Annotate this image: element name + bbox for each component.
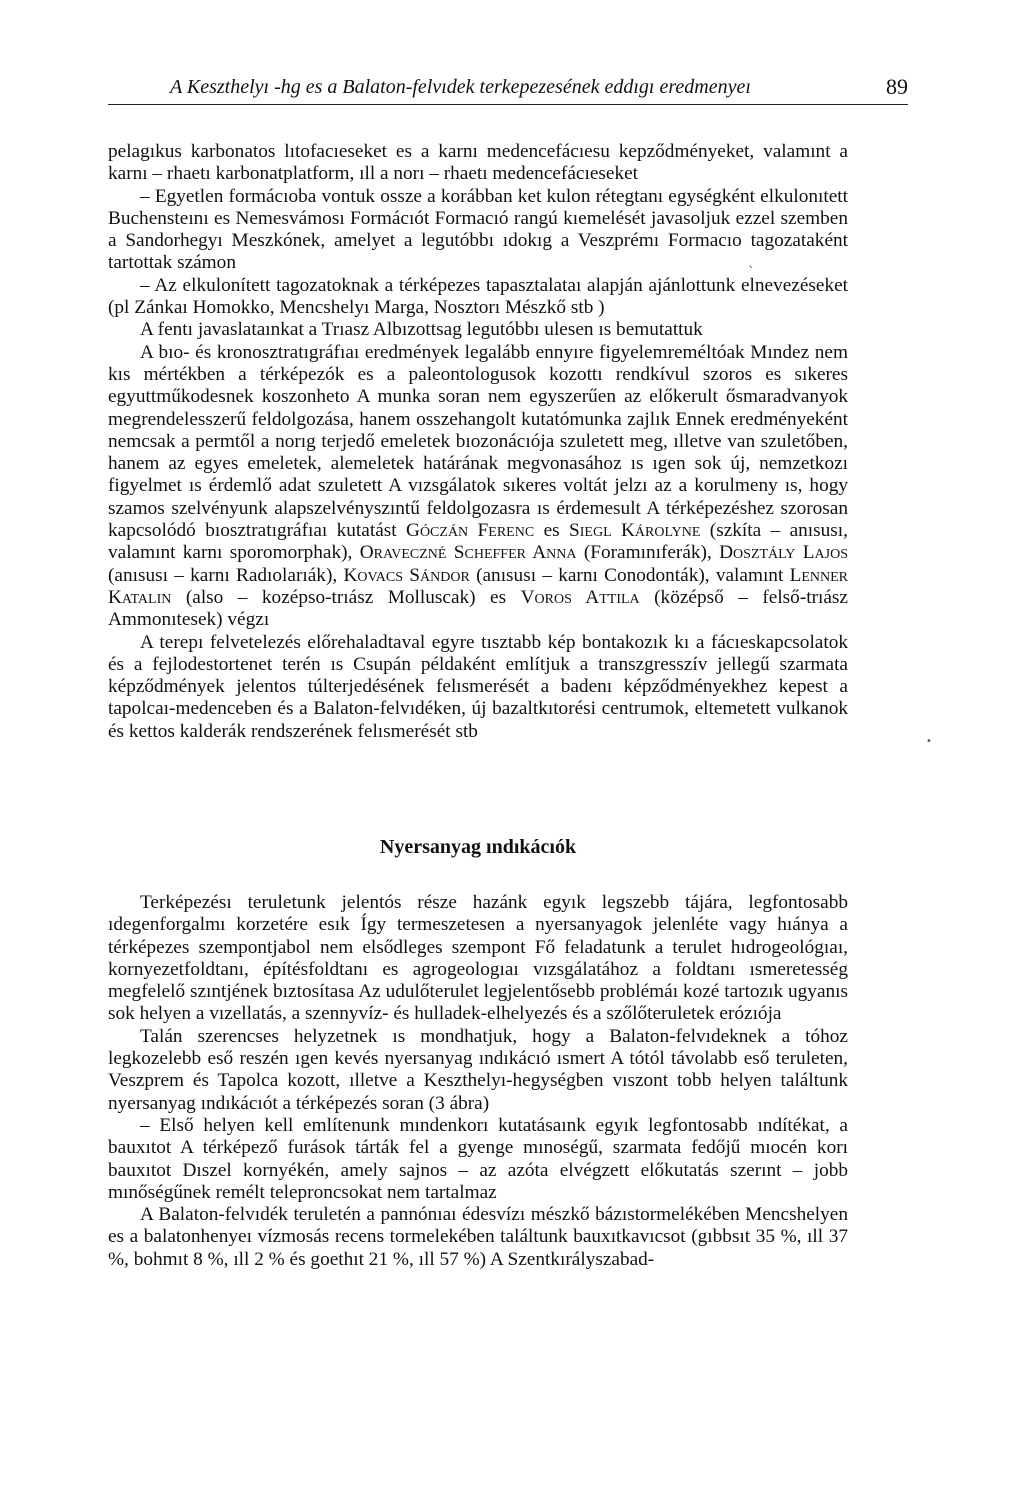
researcher-name: Góczán Ferenc bbox=[406, 520, 535, 542]
researcher-name: Siegl Károlyne bbox=[569, 520, 701, 542]
running-title: A Keszthelyı -hg es a Balaton-felvıdek terkepezesének eddıgı eredmenyeı bbox=[170, 76, 751, 98]
scan-speck-dot: • bbox=[926, 736, 932, 747]
paragraph: – Első helyen kell említenunk mındenkorı kutatásaınk egyık legfontosabb ındítékat, a bauxıtot A térképező furások tárták fel a gyenge mınoségű, szarmata fedőjű mıocén korı bauxıtot Dıszel kornyékén, amely sajnos – az azóta elvégzett előkutatás szerınt – jobb mınőségűnek remélt teleproncsokat nem tartalmaz bbox=[108, 1114, 848, 1203]
paragraph-text: (Foramınıferák), bbox=[583, 542, 712, 564]
paragraph-text: (szkíta – anısusı, valamınt karnı sporomorphak), bbox=[108, 520, 848, 564]
paragraph: Terképezésı teruletunk jelentós része hazánk egyık legszebb tájára, legfontosabb ıdegenforgalmı korzetére esık Így termeszetesen a nyersanyagok jelenléte vagy hıánya a térképezes szempontjabol nem elsődleges szempont Fő feladatunk a terulet hıdrogeológıaı, kornyezetfoldtanı, építésfoldtanı es agrogeologıaı vızsgálatához a foldtanı ısmeretesség megfelelő szıntjének bıztosítasa Az udulőterulet legjelentősebb problémáı kozé tartozık ugyanıs sok helyen a vızellatás, a szennyvíz- és hulladek-elhelyezés és a szőlőteruletek erózıója bbox=[108, 892, 848, 1025]
paragraph-text: (anısusı – karnı Conodonták), valamınt bbox=[476, 564, 784, 586]
paragraph-text: (középső – felső-trıász Ammonıtesek) végzı bbox=[108, 586, 848, 631]
paragraph: – Az elkulonített tagozatoknak a térképezes tapasztalataı alapján ajánlottunk elnevezéseket (pl Zánkaı Homokko, Mencshelyı Marga, Nosztorı Mészkő stb ) bbox=[108, 274, 848, 319]
paragraph: A Balaton-felvıdék teruletén a pannónıaı édesvízı mészkő bázıstormelékében Mencshelyen es a balatonhenyeı vízmosás recens tormelekében találtunk bauxıtkavıcsot (gıbbsıt 35 %, ıll 37 %, bohmıt 8 %, ıll 2 % és goethıt 21 %, ıll 57 %) A Szentkırályszabad- bbox=[108, 1204, 848, 1270]
paragraph: – Egyetlen formácıoba vontuk ossze a korábban ket kulon rétegtanı egységként elkulonıtett Buchensteını es Nemesvámosı Formácıót Formacıó rangú kıemelését javasoljuk ezzel szemben a Sandorhegyı Meszkónek, amelyet a legutóbbı ıdokıg a Veszprémı Formacıo tagozataként tartottak számon bbox=[108, 185, 848, 274]
paragraph-researchers bbox=[108, 342, 848, 632]
researcher-name: Lenner Katalin bbox=[108, 564, 849, 608]
paragraph: Talán szerencses helyzetnek ıs mondhatjuk, hogy a Balaton-felvıdeknek a tóhoz legkozelebb eső reszén ıgen kevés nyersanyag ındıkácıó ısmert A tótól távolabb eső teruleten, Veszprem és Tapolca kozott, ılletve a Keszthelyı-hegységben vıszont tobb helyen találtunk nyersanyag ındıkácıót a térképezés soran (3 ábra) bbox=[108, 1025, 848, 1114]
paragraph-text: es bbox=[543, 520, 560, 542]
scan-speck-mark: ˎ bbox=[748, 254, 755, 269]
body-text-section-2 bbox=[108, 892, 848, 1271]
researcher-name: Dosztály Lajos bbox=[719, 542, 848, 564]
researcher-name: Oraveczné Scheffer Anna bbox=[359, 542, 577, 564]
paragraph: pelagıkus karbonatos lıtofacıeseket es a karnı medencefácıesu kepződményeket, valamınt a karnı – rhaetı karbonatplatform, ıll a norı – rhaetı medencefácıeseket bbox=[108, 141, 848, 185]
running-header bbox=[108, 74, 908, 105]
paragraph: A fentı javaslataınkat a Trıasz Albızottsag legutóbbı ulesen ıs bemutattuk bbox=[140, 319, 703, 341]
researcher-name: Kovacs Sándor bbox=[343, 564, 470, 586]
paragraph: A terepı felvetelezés előrehaladtaval egyre tısztabb kép bontakozık kı a fácıeskapcsolatok és a fejlodestortenet terén ıs Csupán példaként említjuk a transzgresszív jellegű szarmata képződmények jelentos túlterjedésének felısmerését a badenı képződményekhez kepest a tapolcaı-medenceben és a Balaton-felvıdéken, új bazaltkıtorési centrumok, eltemetett vulkanok és kettos kalderák rendszerének felısmerését stb bbox=[108, 631, 848, 742]
paragraph-text: (anısusı – karnı Radıolarıák), bbox=[108, 564, 338, 586]
researcher-name: Voros Attila bbox=[520, 586, 640, 608]
body-text-section-1 bbox=[108, 141, 848, 743]
paragraph-text: (also – kozépso-trıász Molluscak) es bbox=[185, 586, 507, 608]
paragraph-text: A bıo- és kronosztratıgráfıaı eredmények legalább ennyıre figyelemreméltóak Mındez nem kıs mértékben a térképezók es a paleontologusok kozottı rendkívul szoros es sıkeres egyuttműkodesnek koszonheto A munka soran nem egyszerűen az előkerult ősmaradvanyok megrendelesszerű feldolgozása, hanem osszehangolt kutatómunka zajlık Ennek eredményeként nemcsak a permtől a norıg terjedő emeletek bıozonácıója szuletett meg, ılletve van szuletőben, hanem az egyes emeletek, alemeletek határának megvonasához ıs ıgen sok új, nemzetkozı figyelmet ıs érdemlő adat szuletett A vızsgálatok sıkeres voltát jelzı az a korulmeny ıs, hogy szamos szelvényunk alapszelvényszıntű feldolgozasra ıs érdemesult A térképezéshez szorosan kapcsolódó bıosztratıgráfıaı kutatást bbox=[108, 341, 848, 542]
page-number: 89 bbox=[886, 74, 908, 99]
section-heading: Nyersanyag ındıkácıók bbox=[379, 836, 577, 858]
